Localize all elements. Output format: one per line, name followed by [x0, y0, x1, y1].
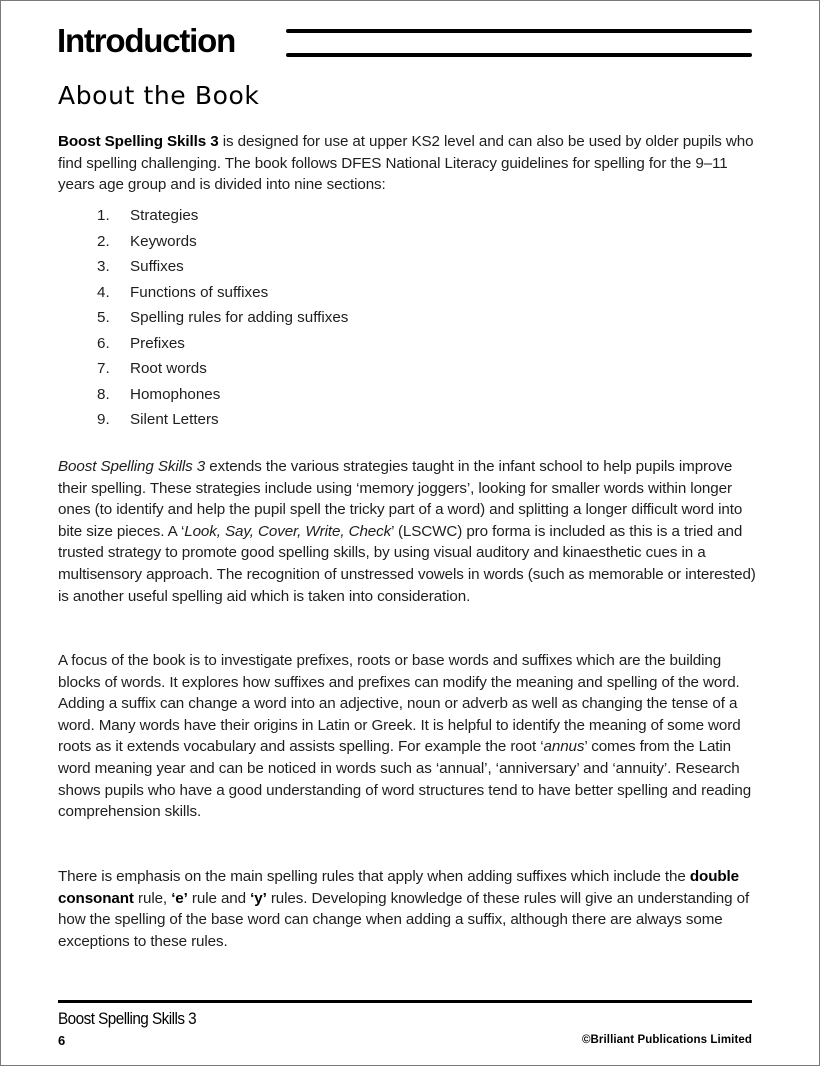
list-item — [97, 305, 348, 331]
list-item-label: Functions of suffixes — [130, 283, 269, 301]
paragraph-text: rules. Developing knowledge of these rules will give an understanding of how the spelling of the base word can change when adding a suffix, although there are always some exceptions to these rules. — [58, 889, 750, 950]
list-item — [97, 331, 348, 357]
intro-paragraph-text: is designed for use at upper KS2 level and can also be used by older pupils who find spelling challenging. The book follows DFES National Literacy guidelines for spelling for the 9–11 years age group and is divided into nine sections: — [58, 133, 754, 194]
chapter-title: Introduction — [57, 22, 236, 59]
list-item — [97, 254, 348, 280]
list-item — [97, 229, 348, 255]
spelling-rules-paragraph — [58, 866, 758, 952]
y-rule: ‘y’ — [250, 889, 267, 907]
e-rule: ‘e’ — [171, 889, 188, 907]
list-item-number: 6. — [97, 334, 110, 352]
footer-book-title: Boost Spelling Skills 3 — [58, 1009, 197, 1028]
list-item — [97, 356, 348, 382]
list-item-number: 1. — [97, 207, 110, 224]
list-item-number: 2. — [97, 232, 110, 250]
copyright-notice: ©Brilliant Publications Limited — [581, 1034, 752, 1046]
paragraph-text: ’ comes from the Latin word meaning year and can be noticed in words such as ‘annual’, ‘anniversary’ and ‘annuity’. Research shows pupils who have a good understanding of word structures tend to have better spelling and reading comprehension skills. — [58, 738, 752, 821]
list-item-number: 4. — [97, 283, 110, 301]
list-item-label: Homophones — [130, 385, 221, 403]
sections-list — [97, 203, 348, 433]
annus-word: annus — [543, 738, 585, 756]
list-item-number: 5. — [97, 309, 110, 326]
section-heading: About the Book — [58, 81, 260, 110]
list-item-label: Keywords — [130, 232, 197, 250]
book-title-bold: Boost Spelling Skills 3 — [58, 133, 219, 150]
list-item-label: Root words — [130, 360, 207, 377]
book-title-italic: Boost Spelling Skills 3 — [58, 458, 206, 475]
footer-rule — [58, 1000, 752, 1003]
paragraph-text: ’ (LSCWC) pro forma is included as this is a tried and trusted strategy to promote good spelling skills, by using visual auditory and kinaesthetic cues in a multisensory approach. The recognition of unstressed vowels in words (such as memorable or interested) is another useful spelling aid which is taken into consideration. — [58, 522, 756, 605]
list-item — [97, 280, 348, 306]
list-item — [97, 382, 348, 408]
paragraph-text: There is emphasis on the main spelling rules that apply when adding suffixes which include the — [58, 868, 690, 885]
list-item-number: 9. — [97, 411, 110, 428]
intro-paragraph — [58, 131, 758, 196]
paragraph-text: rule and — [187, 889, 251, 907]
list-item — [97, 203, 348, 229]
header-rule-bottom — [286, 53, 752, 57]
list-item-label: Spelling rules for adding suffixes — [130, 309, 349, 326]
list-item-label: Silent Letters — [130, 411, 219, 428]
lscwc-phrase: Look, Say, Cover, Write, Check — [184, 522, 392, 540]
paragraph-text: rule, — [133, 889, 172, 907]
double-consonant-rule: double consonant — [58, 868, 740, 907]
paragraph-text: A focus of the book is to investigate prefixes, roots or base words and suffixes which are the building blocks of words. It explores how suffixes and prefixes can modify the meaning and spelling of the word. Adding a suffix can change a word into an adjective, noun or adverb as well as changing the tense of a word. Many words have their origins in Latin or Greek. It is helpful to identify the meaning of some word roots as it extends vocabulary and assists spelling. For example the root ‘ — [58, 652, 741, 756]
list-item-number: 3. — [97, 258, 110, 275]
list-item-number: 7. — [97, 360, 110, 377]
list-item-label: Prefixes — [130, 334, 185, 352]
header-rule-top — [286, 29, 752, 33]
page-number: 6 — [58, 1033, 66, 1048]
list-item-label: Suffixes — [130, 258, 184, 275]
strategies-paragraph — [58, 456, 758, 607]
list-item-label: Strategies — [130, 207, 199, 224]
list-item — [97, 407, 348, 433]
word-structure-paragraph — [58, 650, 758, 823]
paragraph-text: extends the various strategies taught in the infant school to help pupils improve their spelling. These strategies include using ‘memory joggers’, looking for smaller words within longer ones (to identify and help the pupil spell the tricky part of a word) and splitting a longer difficult word into bite size pieces. A ‘ — [58, 458, 743, 540]
list-item-number: 8. — [97, 385, 110, 403]
